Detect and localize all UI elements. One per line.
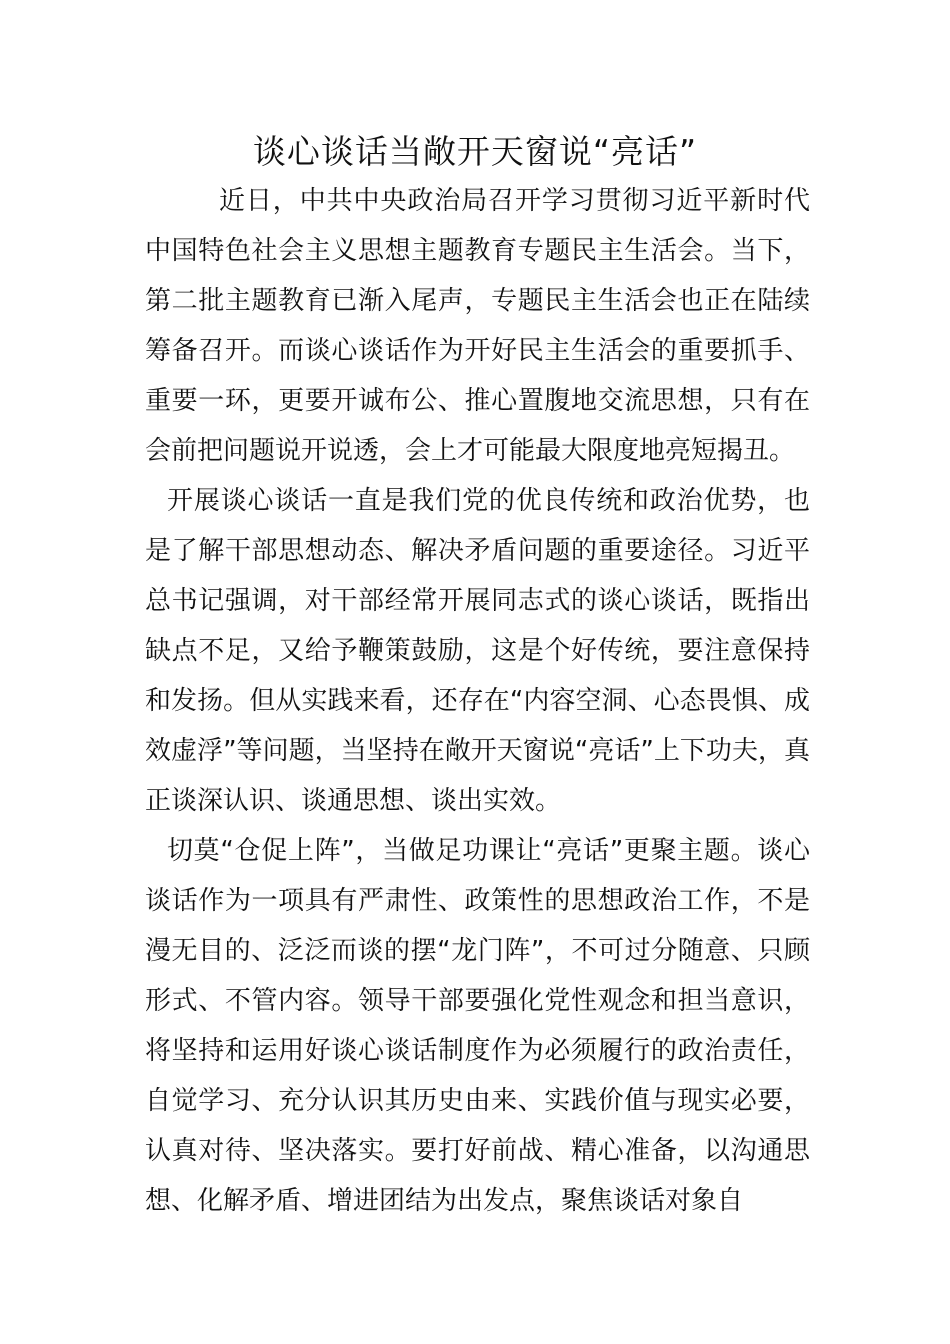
document-body xyxy=(145,176,810,1226)
paragraph-3: 切莫“仓促上阵”，当做足功课让“亮话”更聚主题。谈心谈话作为一项具有严肃性、政策性的思想政治工作，不是漫无目的、泛泛而谈的摆“龙门阵”，不可过分随意、只顾形式、不管内容。领导干部要强化党性观念和担当意识，将坚持和运用好谈心谈话制度作为必须履行的政治责任，自觉学习、充分认识其历史由来、实践价值与现实必要，认真对待、坚决落实。要打好前战、精心准备，以沟通思想、化解矛盾、增进团结为出发点，聚焦谈话对象自 xyxy=(145,836,810,1216)
paragraph-1: 近日，中共中央政治局召开学习贯彻习近平新时代中国特色社会主义思想主题教育专题民主生活会。当下，第二批主题教育已渐入尾声，专题民主生活会也正在陆续筹备召开。而谈心谈话作为开好民主生活会的重要抓手、重要一环，更要开诚布公、推心置腹地交流思想，只有在会前把问题说开说透，会上才可能最大限度地亮短揭丑。 xyxy=(145,186,810,466)
paragraph-2: 开展谈心谈话一直是我们党的优良传统和政治优势，也是了解干部思想动态、解决矛盾问题的重要途径。习近平总书记强调，对干部经常开展同志式的谈心谈话，既指出缺点不足，又给予鞭策鼓励，这是个好传统，要注意保持和发扬。但从实践来看，还存在“内容空洞、心态畏惧、成效虚浮”等问题，当坚持在敞开天窗说“亮话”上下功夫，真正谈深认识、谈通思想、谈出实效。 xyxy=(145,486,810,816)
document-title: 谈心谈话当敞开天窗说“亮话” xyxy=(252,132,698,171)
